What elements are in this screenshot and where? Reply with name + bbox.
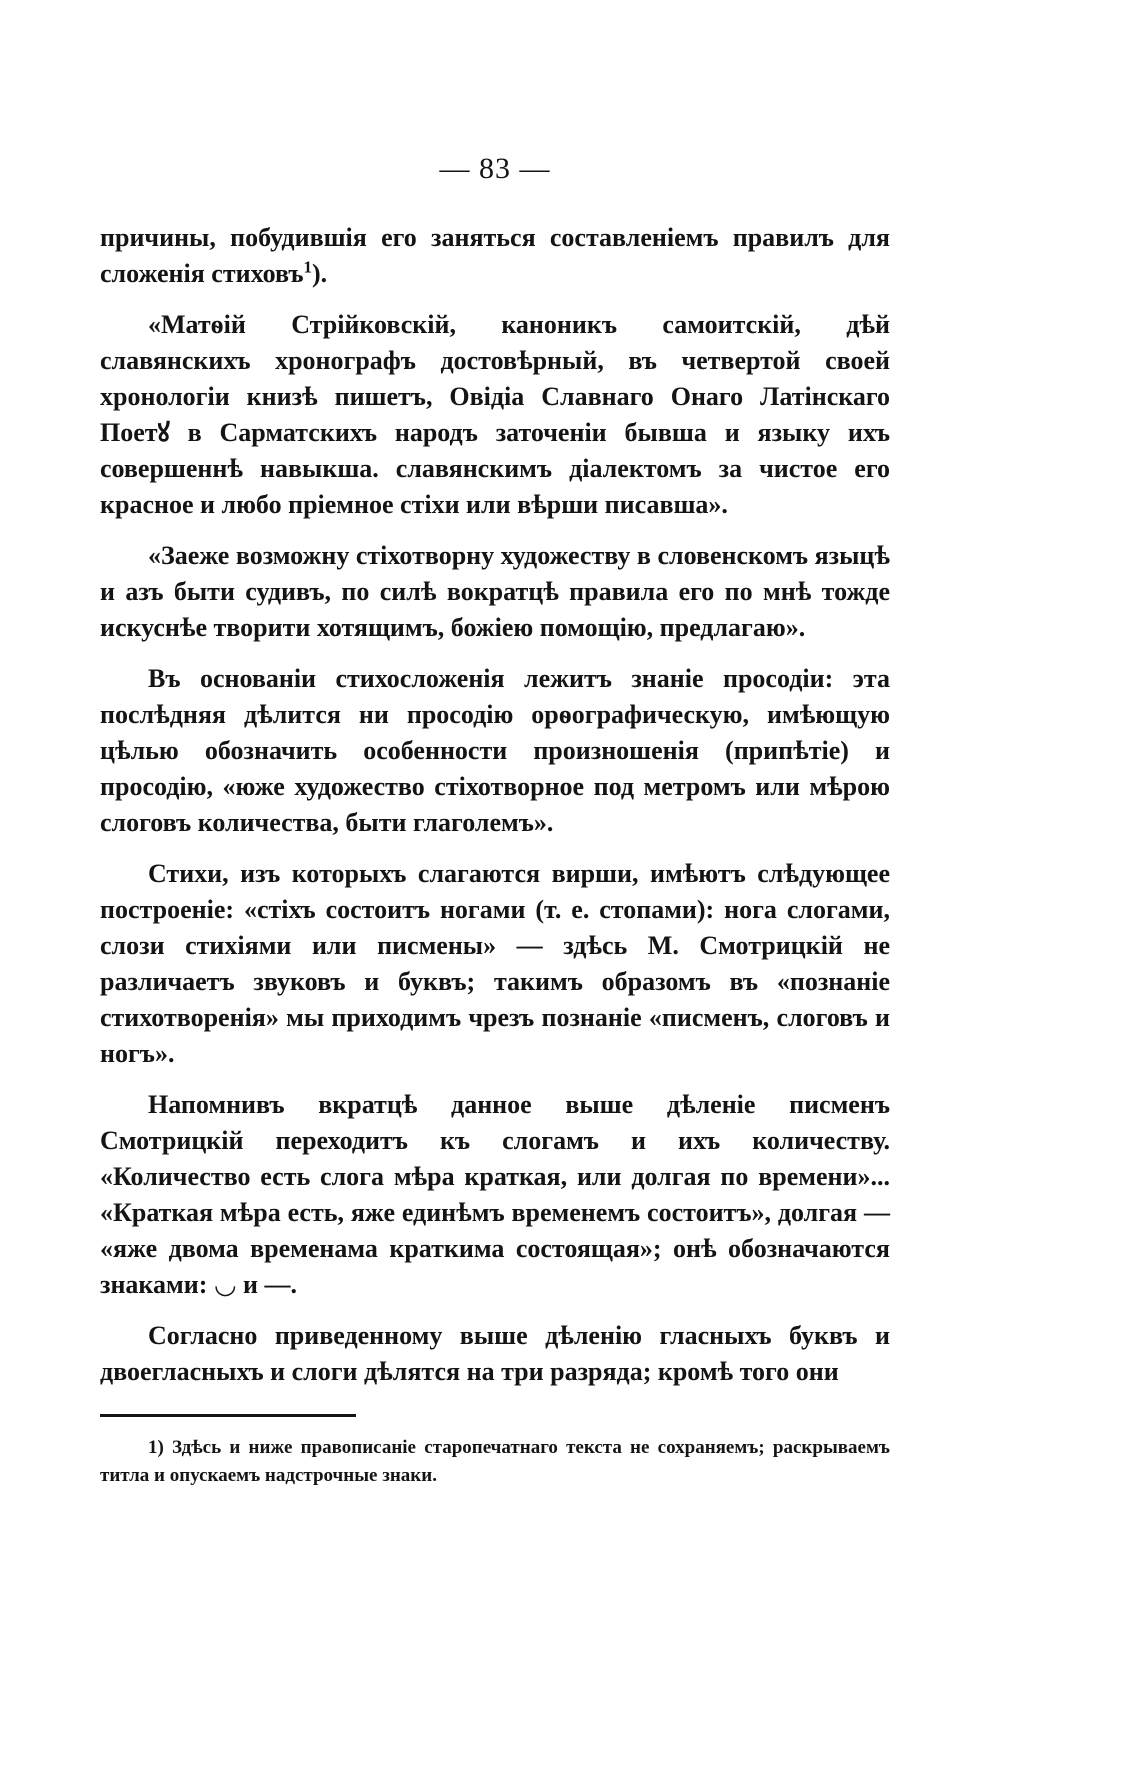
paragraph-4: Въ основаніи стихосложенія лежитъ знаніе просодіи: эта послѣдняя дѣлится ни просодію орѳографическую, имѣющую цѣлью обозначить особенности произношенія (припѣтіе) и просодію, «юже художество стіхотворное под метромъ или мѣрою слоговъ количества, быти глаголемъ». xyxy=(100,664,890,837)
paragraph-3: «Заеже возможну стіхотворну художеству в словенскомъ языцѣ и азъ быти судивъ, по силѣ вократцѣ правила его по мнѣ тожде искуснѣе творити хотящимъ, божіею помощію, предлагаю». xyxy=(100,541,890,642)
footnote: 1) Здѣсь и ниже правописаніе старопечатнаго текста не сохраняемъ; раскрываемъ титла и опускаемъ надстрочные знаки. xyxy=(100,1437,890,1486)
paragraph-1-text: причины, побудившія его заняться составленіемъ правилъ для сложенія стиховъ xyxy=(100,223,890,288)
paragraph-5: Стихи, изъ которыхъ слагаются вирши, имѣютъ слѣдующее построеніе: «стіхъ состоитъ ногами (т. е. стопами): нога слогами, слози стихіями или писмены» — здѣсь М. Смотрицкій не различаетъ звуковъ и буквъ; такимъ образомъ въ «познаніе стихотворенія» мы приходимъ чрезъ познаніе «писменъ, слоговъ и ногъ». xyxy=(100,859,890,1068)
footnote-reference[interactable]: 1 xyxy=(303,257,313,277)
paragraph-7: Согласно приведенному выше дѣленію гласныхъ буквъ и двоегласныхъ и слоги дѣлятся на три разряда; кромѣ того они xyxy=(100,1321,890,1386)
footnote-divider xyxy=(100,1414,356,1417)
body-text xyxy=(100,220,890,1405)
paragraph-6: Напомнивъ вкратцѣ данное выше дѣленіе писменъ Смотрицкій переходитъ къ слогамъ и ихъ количеству. «Количество есть слога мѣра краткая, или долгая по времени»... «Краткая мѣра есть, яже единѣмъ временемъ состоитъ», долгая — «яже двома временама краткима состоящая»; онѣ обозначаются знаками: ◡ и —. xyxy=(100,1090,890,1299)
paragraph-1-tail: ). xyxy=(312,259,328,288)
paragraph-1 xyxy=(100,220,890,292)
page-number: — 83 — xyxy=(439,152,551,185)
paragraph-2: «Матѳій Стрійковскій, каноникъ самоитскій, дѣй славянскихъ хронографъ достовѣрный, въ четвертой своей хронологіи книзѣ пишетъ, Овідіа Славнаго Онаго Латінскаго Поетꙋ в Сарматскихъ народъ заточеніи бывша и языку ихъ совершеннѣ навыкша. славянскимъ діалектомъ за чистое его красное и любо пріемное стіхи или вѣрши писавша». xyxy=(100,310,890,519)
